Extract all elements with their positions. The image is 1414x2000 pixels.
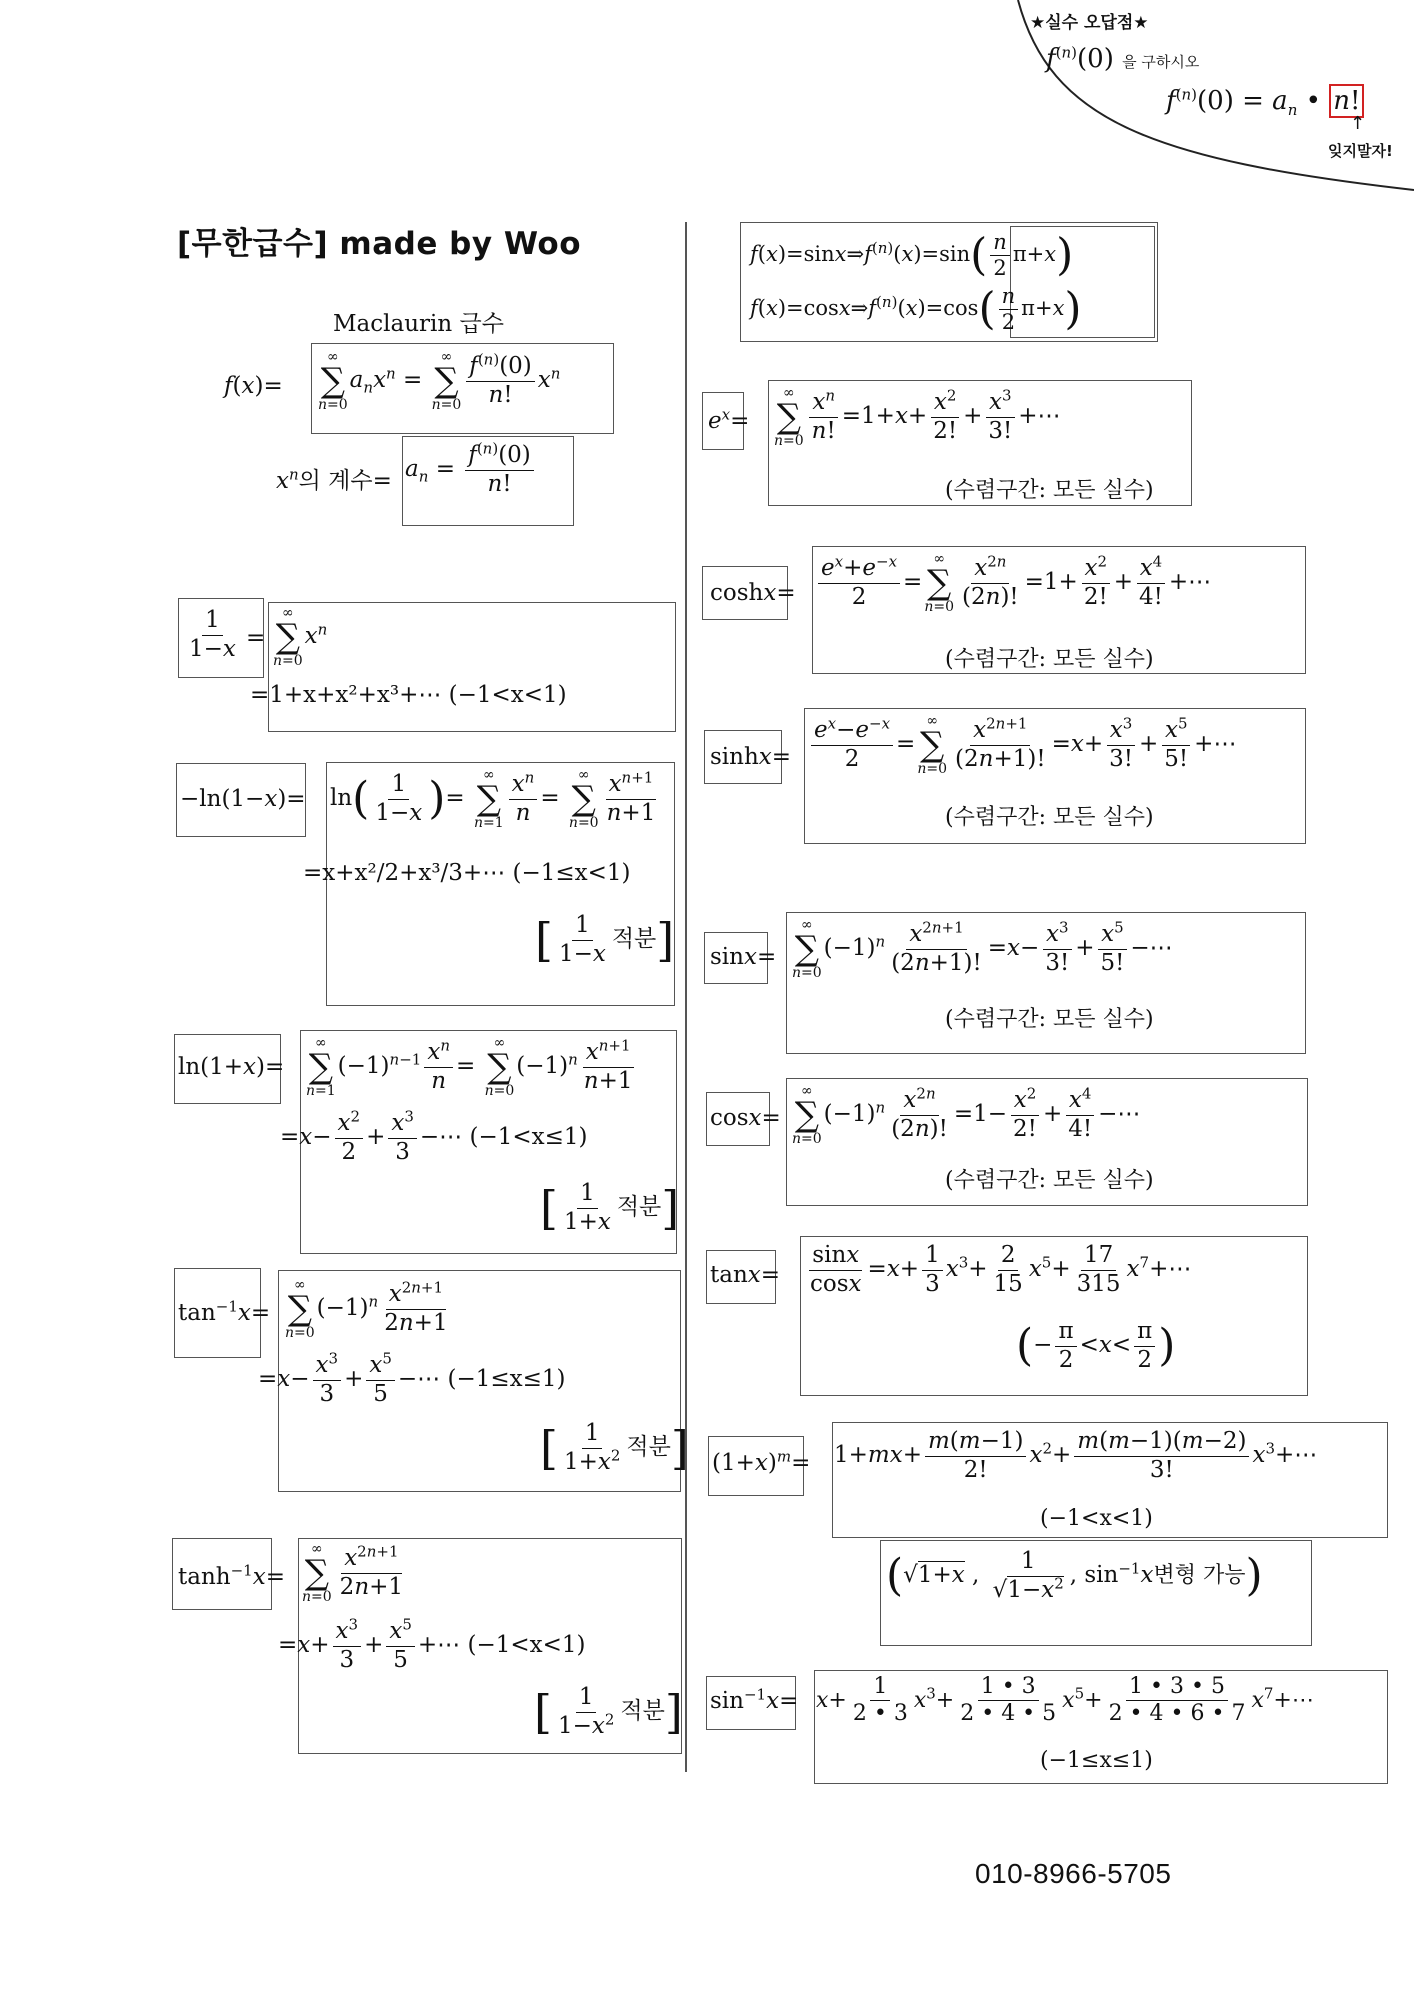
arcsin-interval: (−1≤x≤1) — [1040, 1748, 1153, 1773]
arctanh-lhs: $\tanh^{-1}x=$ — [178, 1561, 285, 1590]
ln1px-integral: [ $\frac{1}{1+x}$ 적분] — [540, 1180, 680, 1236]
geometric-box — [268, 602, 676, 732]
arcsin-lhs: $\sin^{-1}x=$ — [710, 1685, 799, 1714]
neg-ln-tail: =x+x²/2+x³/3+⋯ (−1≤x<1) — [303, 860, 631, 886]
note-highlight-box: n! — [1329, 84, 1364, 118]
tan-series: $\frac{\sin x}{\cos x}$ =x+ $\frac{1}{3}$ $x^3+$ $\frac{2}{15}$ $x^5+$ $\frac{17}{315}$ $x^7+\cdots$ — [810, 1242, 1192, 1297]
sin-interval: (수렴구간: 모든 실수) — [945, 1007, 1154, 1032]
note-equation: $f^{(n)}(0) = a_n$ • n! — [1166, 86, 1364, 117]
note-remember: 잊지말자! — [1328, 142, 1393, 160]
sin-lhs: sinx= — [710, 944, 777, 970]
maclaurin-series: ∞ ∑ n=0 $a_nx^n$ = ∞ ∑ n=0 $\frac{f^{(n)}(0)}{n!}$ $x^n$ — [318, 349, 561, 413]
neg-ln-lhs: −ln(1−x)= — [180, 786, 306, 812]
ln1px-tail: =x− $\frac{x^2}{2}$ + $\frac{x^3}{3}$ −⋯ (−1<x≤1) — [280, 1107, 588, 1165]
binom-variants: (√1+x , $\frac{1}{√1-x^2}$ , $\sin^{-1}x$변형 가능) — [886, 1548, 1263, 1603]
arcsin-series: x+ $\frac{1}{2 • 3}$ $x^3+$ $\frac{1 • 3}{2 • 4 • 5}$ $x^5+$ $\frac{1 • 3 • 5}{2 • 4 • 6 • 7}$ $x^7+\cdots$ — [816, 1674, 1314, 1727]
binom-series: 1+mx+ $\frac{m(m-1)}{2!}$ $x^2+$ $\frac{m(m-1)(m-2)}{3!}$ $x^3+\cdots$ — [834, 1428, 1318, 1483]
arctan-lhs: $\tan^{-1}x=$ — [178, 1297, 271, 1326]
phone-number: 010-8966-5705 — [975, 1858, 1172, 1889]
cosh-lhs: coshx= — [710, 580, 796, 606]
binom-interval: (−1<x<1) — [1040, 1506, 1153, 1531]
sinh-interval: (수렴구간: 모든 실수) — [945, 805, 1154, 830]
arctanh-integral: [ $\frac{1}{1-x^2}$ 적분] — [534, 1684, 683, 1740]
geometric-eq: = — [246, 625, 266, 651]
binom-lhs: $(1+x)^m=$ — [712, 1447, 811, 1476]
arctan-integral: [ $\frac{1}{1+x^2}$ 적분] — [540, 1420, 689, 1476]
coef-formula: $a_n$ = $\frac{f^{(n)}(0)}{n!}$ — [405, 442, 537, 498]
column-divider — [685, 222, 687, 1772]
page-title: [무한급수] made by Woo — [177, 226, 582, 262]
tan-lhs: tanx= — [710, 1262, 781, 1288]
cos-deriv: $f(x)=\cos x\Rightarrow f^{(n)}(x)=\cos$( $\frac{n}{2}$ π+x) — [750, 283, 1082, 335]
maclaurin-label: Maclaurin 급수 — [333, 311, 504, 337]
cos-series: ∞ ∑ n=0 $(-1)^n$ $\frac{x^{2n}}{(2n)!}$ =1− $\frac{x^2}{2!}$ + $\frac{x^4}{4!}$ −⋯ — [792, 1083, 1141, 1147]
ln1px-series: ∞ ∑ n=1 $(-1)^{n-1}$ $\frac{x^n}{n}$ = ∞ ∑ n=0 $(-1)^n$ $\frac{x^{n+1}}{n+1}$ — [306, 1035, 633, 1099]
exp-lhs: $e^x=$ — [708, 405, 750, 434]
maclaurin-fx: f(x)= — [224, 373, 283, 399]
exp-interval: (수렴구간: 모든 실수) — [945, 478, 1154, 503]
tan-interval: (− $\frac{\pi}{2}$ <x< $\frac{\pi}{2}$ ) — [1016, 1318, 1176, 1373]
neg-ln-integral: [ $\frac{1}{1-x}$ 적분] — [535, 912, 675, 968]
neg-ln-series: ln( $\frac{1}{1-x}$ )= ∞ ∑ n=1 $\frac{x^n}{n}$ = ∞ ∑ n=0 $\frac{x^{n+1}}{n+1}$ — [330, 767, 656, 831]
exp-series: ∞ ∑ n=0 $\frac{x^n}{n!}$ =1+x+ $\frac{x^2}{2!}$ + $\frac{x^3}{3!}$ +⋯ — [774, 385, 1061, 449]
geometric-tail: =1+x+x²+x³+⋯ (−1<x<1) — [250, 682, 567, 708]
sinh-series: $\frac{e^x-e^{-x}}{2}$ = ∞ ∑ n=0 $\frac{x^{2n+1}}{(2n+1)!}$ =x+ $\frac{x^3}{3!}$ + $\frac{x^5}{5!}$ +⋯ — [808, 714, 1236, 776]
cos-lhs: cosx= — [710, 1105, 781, 1131]
cosh-series: $\frac{e^x+e^{-x}}{2}$ = ∞ ∑ n=0 $\frac{x^{2n}}{(2n)!}$ =1+ $\frac{x^2}{2!}$ + $\frac{x^4}{4!}$ +⋯ — [815, 552, 1211, 614]
cos-interval: (수렴구간: 모든 실수) — [945, 1168, 1154, 1193]
sin-series: ∞ ∑ n=0 $(-1)^n$ $\frac{x^{2n+1}}{(2n+1)!}$ =x− $\frac{x^3}{3!}$ + $\frac{x^5}{5!}$ −⋯ — [792, 917, 1173, 981]
sin-deriv: $f(x)=\sin x\Rightarrow f^{(n)}(x)=\sin$( $\frac{n}{2}$ π+x) — [750, 229, 1074, 281]
ln1px-lhs: ln(1+x)= — [178, 1054, 285, 1080]
arctan-series: ∞ ∑ n=0 $(-1)^n$ $\frac{x^{2n+1}}{2n+1}$ — [285, 1277, 448, 1341]
geometric-sum: ∞ ∑ n=0 $x^n$ — [273, 605, 328, 669]
note-find: $f^{(n)}(0)$ 을 구하시오 — [1046, 43, 1200, 74]
arctanh-tail: =x+ $\frac{x^3}{3}$ + $\frac{x^5}{5}$ +⋯ (−1<x<1) — [278, 1615, 586, 1673]
geometric-lhs: $\frac{1}{1-x}$ — [189, 607, 236, 662]
note-arrow: ↑ — [1350, 113, 1366, 134]
arctan-tail: =x− $\frac{x^3}{3}$ + $\frac{x^5}{5}$ −⋯ (−1≤x≤1) — [258, 1349, 566, 1407]
coef-label: $x^n$의 계수= — [276, 465, 392, 494]
sinh-lhs: sinhx= — [710, 744, 792, 770]
note-heading: ★실수 오답점★ — [1030, 13, 1149, 33]
cosh-interval: (수렴구간: 모든 실수) — [945, 647, 1154, 672]
arctanh-series: ∞ ∑ n=0 $\frac{x^{2n+1}}{2n+1}$ — [302, 1541, 404, 1605]
